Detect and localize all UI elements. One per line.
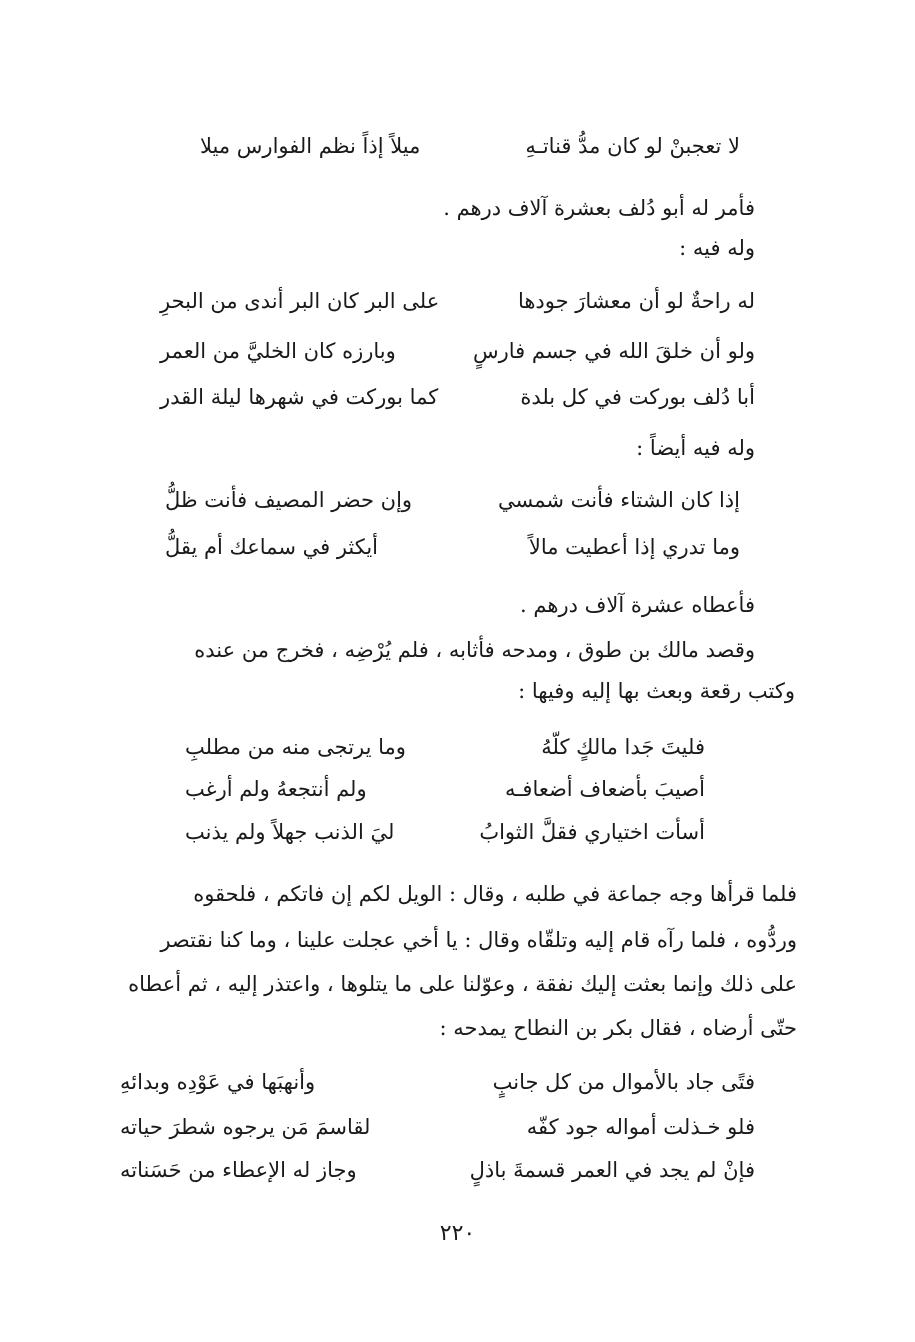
- prose-line: حتّى أرضاه ، فقال بكر بن النطاح يمدحه :: [439, 1016, 797, 1040]
- poem5-hemistich-left: وجاز له الإعطاء من حَسَناته: [120, 1158, 357, 1182]
- prose-line: فلما قرأها وجه جماعة في طلبه ، وقال : الويل لكم إن فاتكم ، فلحقوه: [193, 882, 797, 906]
- prose-line: وكتب رقعة وبعث بها إليه وفيها :: [518, 679, 795, 703]
- page-number: ٢٢٠: [439, 1221, 476, 1246]
- poem4-hemistich-left: ليَ الذنب جهلاً ولم يذنب: [185, 820, 395, 844]
- prose-line: وقصد مالك بن طوق ، ومدحه فأثابه ، فلم يُرْضِه ، فخرج من عنده: [194, 638, 755, 662]
- poem3-hemistich-left: أيكثر في سماعك أم يقلُّ: [165, 535, 379, 559]
- poem2-hemistich-right: له راحةٌ لو أن معشارَ جودها: [517, 289, 755, 313]
- poem3-hemistich-right: إذا كان الشتاء فأنت شمسي: [498, 488, 740, 512]
- poem5-hemistich-right: فإنْ لم يجد في العمر قسمةَ باذلٍ: [469, 1158, 755, 1182]
- poem2-hemistich-right: أبا دُلف بوركت في كل بلدة: [520, 385, 755, 409]
- poem5-hemistich-right: فلو خـذلت أمواله جود كفّه: [526, 1115, 755, 1139]
- poem1-hemistich-left: ميلاً إذاً نظم الفوارس ميلا: [200, 134, 421, 158]
- poem2-hemistich-left: على البر كان البر أندى من البحرِ: [160, 289, 440, 313]
- poem2-hemistich-right: ولو أن خلقَ الله في جسم فارسٍ: [472, 339, 755, 363]
- poem4-hemistich-right: فليتَ جَدا مالكٍ كلّهُ: [541, 735, 705, 759]
- poem2-hemistich-left: وبارزه كان الخليَّ من العمر: [160, 339, 396, 363]
- poem5-hemistich-right: فتًى جاد بالأموال من كل جانبٍ: [492, 1070, 755, 1094]
- poem4-hemistich-left: ولم أنتجعهُ ولم أرغب: [185, 777, 367, 801]
- poem5-hemistich-left: لقاسمَ مَن يرجوه شطرَ حياته: [120, 1115, 371, 1139]
- poem5-hemistich-left: وأنهبَها في عَوْدِه وبدائهِ: [120, 1070, 316, 1094]
- poem1-hemistich-right: لا تعجبنْ لو كان مدُّ قناتـهِ: [525, 134, 740, 158]
- section-intro: وله فيه أيضاً :: [636, 436, 755, 460]
- prose-line: على ذلك وإنما بعثت إليك نفقة ، وعوّلنا على ما يتلوها ، واعتذر إليه ، ثم أعطاه: [128, 972, 797, 996]
- prose-line: وردُّوه ، فلما رآه قام إليه وتلقّاه وقال : يا أخي عجلت علينا ، وما كنا نقتصر: [160, 928, 797, 952]
- poem4-hemistich-right: أسأت اختياري فقلَّ الثوابُ: [479, 820, 705, 844]
- poem4-hemistich-right: أصيبَ بأضعاف أضعافـه: [505, 777, 705, 801]
- poem3-hemistich-left: وإن حضر المصيف فأنت ظلُّ: [165, 488, 413, 512]
- prose-line: فأمر له أبو دُلف بعشرة آلاف درهم .: [443, 196, 755, 220]
- poem2-hemistich-left: كما بوركت في شهرها ليلة القدر: [160, 385, 439, 409]
- prose-line: فأعطاه عشرة آلاف درهم .: [520, 593, 755, 617]
- section-intro: وله فيه :: [679, 236, 755, 260]
- poem3-hemistich-right: وما تدري إذا أعطيت مالاً: [528, 535, 740, 559]
- poem4-hemistich-left: وما يرتجى منه من مطلبِ: [185, 735, 406, 759]
